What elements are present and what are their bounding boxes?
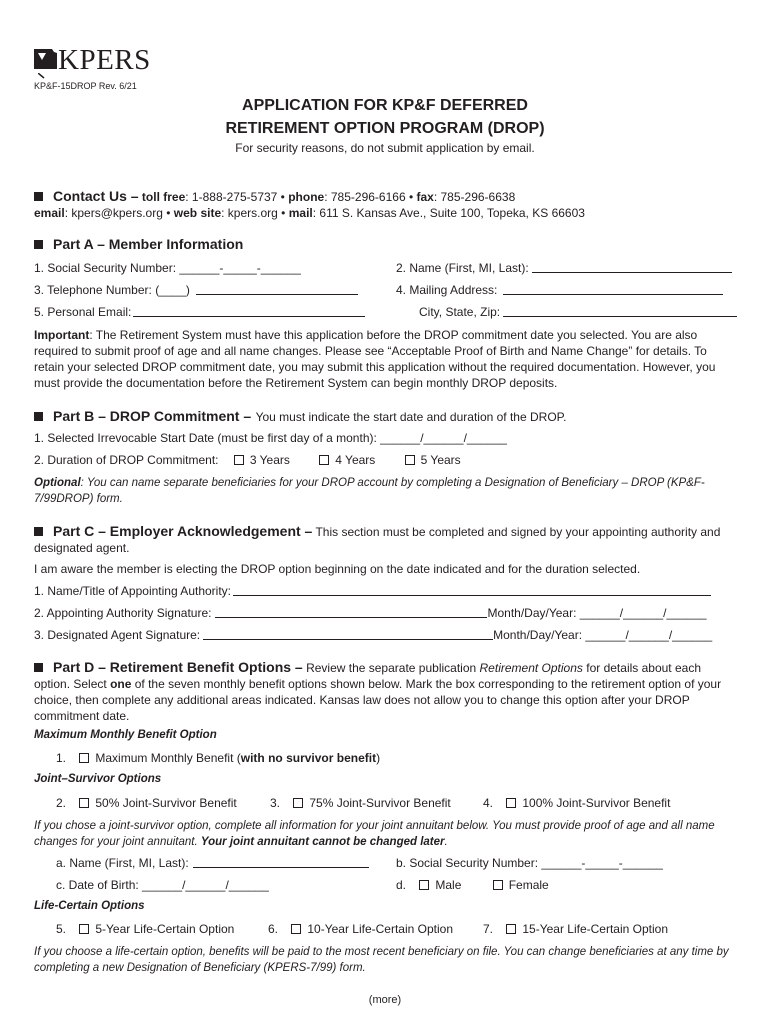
- option-5-label: 5-Year Life-Certain Option: [95, 922, 235, 936]
- checkbox-icon[interactable]: [493, 880, 503, 890]
- js-note-b: Your joint annuitant cannot be changed later: [200, 836, 445, 848]
- part-c-note: This section must be completed and signed by your appointing authority and designated agent.: [34, 525, 721, 555]
- part-d-intro: [34, 659, 734, 724]
- checkbox-icon[interactable]: [319, 455, 329, 465]
- duration-3-years-label: 3 Years: [249, 453, 290, 467]
- logo-accent-icon: [38, 73, 46, 79]
- annuitant-name-field[interactable]: [56, 856, 369, 870]
- city-state-zip-field[interactable]: [419, 305, 737, 319]
- important-note: [34, 327, 734, 391]
- option-4-num: 4.: [483, 796, 494, 810]
- part-d-intro-a: Review the separate publication: [306, 661, 477, 675]
- bullet-square-icon: [34, 192, 43, 201]
- appointing-authority-name-field[interactable]: [34, 584, 711, 598]
- fax-label: fax: [416, 190, 434, 204]
- important-text: : The Retirement System must have this application before the DROP commitment date you selected. You are also required to submit proof of age and all name changes. Please see “Acceptable Proof of Birth and Name Change” for details. To retain your selected DROP commitment date, you may submit this application without the required documentation. However, you must provide the documentation before the Retirement System can begin monthly DROP deposits.: [34, 328, 716, 390]
- checkbox-icon[interactable]: [506, 924, 516, 934]
- start-date-field[interactable]: 1. Selected Irrevocable Start Date (must be first day of a month): ______/______/______: [34, 431, 507, 445]
- annuitant-dob-field[interactable]: c. Date of Birth: ______/______/______: [56, 878, 269, 892]
- checkbox-icon[interactable]: [234, 455, 244, 465]
- part-a-heading-text: Part A – Member Information: [53, 236, 244, 252]
- important-label: Important: [34, 328, 90, 342]
- lc-heading: Life-Certain Options: [34, 900, 145, 912]
- gender-male-label: Male: [435, 878, 462, 892]
- part-b-heading: [34, 408, 566, 426]
- option-3[interactable]: [270, 796, 451, 810]
- bullet-square-icon: [34, 412, 43, 421]
- logo-text: KPERS: [58, 44, 151, 76]
- form-id: KP&F-15DROP Rev. 6/21: [34, 81, 137, 91]
- part-b-heading-text: Part B – DROP Commitment –: [53, 408, 252, 424]
- bullet-square-icon: [34, 240, 43, 249]
- option-2-label: 50% Joint-Survivor Benefit: [95, 796, 237, 810]
- name-field-label: 2. Name (First, MI, Last):: [396, 261, 529, 275]
- designated-agent-signature-field[interactable]: [34, 628, 712, 642]
- option-2[interactable]: [56, 796, 237, 810]
- part-a-heading: [34, 236, 243, 254]
- appointing-authority-signature-field[interactable]: [34, 606, 707, 620]
- gender-female[interactable]: [493, 878, 549, 892]
- personal-email-label: 5. Personal Email:: [34, 305, 132, 319]
- gender-male[interactable]: [419, 878, 461, 892]
- name-field[interactable]: [396, 261, 732, 275]
- part-d-intro-pub: Retirement Options: [479, 661, 583, 675]
- appointing-authority-signature-label: 2. Appointing Authority Signature:: [34, 606, 212, 620]
- lc-note: If you choose a life-certain option, benefits will be paid to the most recent beneficiary on file. You can change beneficiaries at any time by completing a new Designation of Beneficiary (KPERS-7/99) form.: [34, 946, 729, 974]
- page-title-line1: APPLICATION FOR KP&F DEFERRED: [242, 97, 528, 114]
- part-c-heading-text: Part C – Employer Acknowledgement –: [53, 523, 313, 539]
- option-4-label: 100% Joint-Survivor Benefit: [522, 796, 671, 810]
- duration-label: 2. Duration of DROP Commitment:: [34, 453, 219, 467]
- part-d-intro-b: for details about each option. Select: [34, 661, 701, 691]
- option-1-label-a: Maximum Monthly Benefit (: [95, 751, 241, 765]
- email-label: email: [34, 206, 65, 220]
- phone-label: phone: [288, 190, 325, 204]
- duration-5-years-label: 5 Years: [420, 453, 461, 467]
- part-b-note: You must indicate the start date and duration of the DROP.: [255, 410, 567, 424]
- option-2-num: 2.: [56, 796, 67, 810]
- part-d-heading-text: Part D – Retirement Benefit Options –: [53, 659, 303, 675]
- annuitant-name-label: a. Name (First, MI, Last):: [56, 856, 189, 870]
- checkbox-icon[interactable]: [79, 798, 89, 808]
- telephone-field-label: 3. Telephone Number: (____): [34, 283, 190, 297]
- toll-free-label: toll free: [141, 190, 186, 204]
- ssn-field[interactable]: 1. Social Security Number: ______-_____-______: [34, 261, 301, 275]
- option-1[interactable]: [56, 751, 380, 765]
- part-d-intro-c: of the seven monthly benefit options shown below. Mark the box corresponding to the retirement option of your choice, then complete any additional areas indicated. Kansas law does not allow you to change this option after your DROP commitment date.: [34, 677, 722, 723]
- duration-row: [34, 453, 461, 467]
- option-4[interactable]: [483, 796, 670, 810]
- js-heading: Joint–Survivor Options: [34, 773, 162, 785]
- js-note-c: .: [444, 836, 448, 848]
- option-1-label-b: with no survivor benefit: [240, 751, 377, 765]
- contact-line2: [34, 206, 585, 220]
- part-d-intro-one: one: [110, 677, 132, 691]
- annuitant-gender-row: [396, 878, 549, 892]
- designated-agent-signature-label: 3. Designated Agent Signature:: [34, 628, 201, 642]
- phone-value: : 785-296-6166 •: [324, 190, 414, 204]
- option-5[interactable]: [56, 922, 234, 936]
- option-7[interactable]: [483, 922, 668, 936]
- part-c-heading: [34, 523, 734, 556]
- gender-letter: d.: [396, 878, 407, 892]
- checkbox-icon[interactable]: [419, 880, 429, 890]
- annuitant-ssn-field[interactable]: b. Social Security Number: ______-_____-______: [396, 856, 663, 870]
- option-7-label: 15-Year Life-Certain Option: [522, 922, 668, 936]
- optional-label: Optional: [34, 477, 81, 489]
- toll-free-value: : 1-888-275-5737 •: [185, 190, 285, 204]
- duration-5-years[interactable]: [405, 453, 461, 467]
- js-note: [34, 818, 734, 850]
- duration-4-years-label: 4 Years: [335, 453, 376, 467]
- page-subtitle: For security reasons, do not submit application by email.: [235, 141, 535, 155]
- option-1-num: 1.: [56, 751, 67, 765]
- date-label: Month/Day/Year: ______/______/______: [487, 606, 707, 620]
- aware-statement: I am aware the member is electing the DROP option beginning on the date indicated and for the duration selected.: [34, 562, 641, 576]
- mail-label: mail: [288, 206, 313, 220]
- email-value: : kpers@kpers.org •: [64, 206, 171, 220]
- web-value: : kpers.org •: [221, 206, 286, 220]
- option-3-num: 3.: [270, 796, 281, 810]
- optional-text: : You can name separate beneficiaries for your DROP account by completing a Designation of Beneficiary – DROP (KP&F-7/99DROP) form.: [34, 477, 705, 505]
- bullet-square-icon: [34, 663, 43, 672]
- bullet-square-icon: [34, 527, 43, 536]
- gender-female-label: Female: [508, 878, 549, 892]
- checkbox-icon[interactable]: [293, 798, 303, 808]
- option-1-label-c: ): [376, 751, 381, 765]
- web-label: web site: [173, 206, 222, 220]
- checkbox-icon[interactable]: [405, 455, 415, 465]
- option-6[interactable]: [268, 922, 453, 936]
- optional-note: [34, 475, 734, 507]
- mailing-address-field[interactable]: [396, 283, 723, 297]
- checkbox-icon[interactable]: [291, 924, 301, 934]
- fax-value: : 785-296-6638: [433, 190, 516, 204]
- js-note-a: If you chose a joint-survivor option, complete all information for your joint annuitant below. You must provide proof of age and all name changes for your joint annuitant.: [34, 820, 715, 848]
- duration-4-years[interactable]: [319, 453, 375, 467]
- city-state-zip-label: City, State, Zip:: [419, 305, 501, 319]
- personal-email-field[interactable]: [34, 305, 365, 319]
- option-3-label: 75% Joint-Survivor Benefit: [309, 796, 451, 810]
- mail-value: : 611 S. Kansas Ave., Suite 100, Topeka, KS 66603: [312, 206, 585, 220]
- contact-heading: Contact Us –: [53, 188, 139, 204]
- checkbox-icon[interactable]: [79, 753, 89, 763]
- page-title-line2: RETIREMENT OPTION PROGRAM (DROP): [225, 120, 545, 137]
- telephone-field[interactable]: [34, 283, 358, 297]
- option-5-num: 5.: [56, 922, 67, 936]
- option-6-num: 6.: [268, 922, 279, 936]
- option-7-num: 7.: [483, 922, 494, 936]
- kansas-state-icon: [33, 46, 59, 72]
- max-heading: Maximum Monthly Benefit Option: [34, 729, 217, 741]
- footer-more: (more): [368, 994, 402, 1006]
- checkbox-icon[interactable]: [506, 798, 516, 808]
- appointing-authority-name-label: 1. Name/Title of Appointing Authority:: [34, 584, 231, 598]
- contact-line1: [34, 188, 515, 204]
- duration-3-years[interactable]: [234, 453, 290, 467]
- option-6-label: 10-Year Life-Certain Option: [307, 922, 453, 936]
- mailing-address-label: 4. Mailing Address:: [396, 283, 498, 297]
- date-label: Month/Day/Year: ______/______/______: [493, 628, 713, 642]
- checkbox-icon[interactable]: [79, 924, 89, 934]
